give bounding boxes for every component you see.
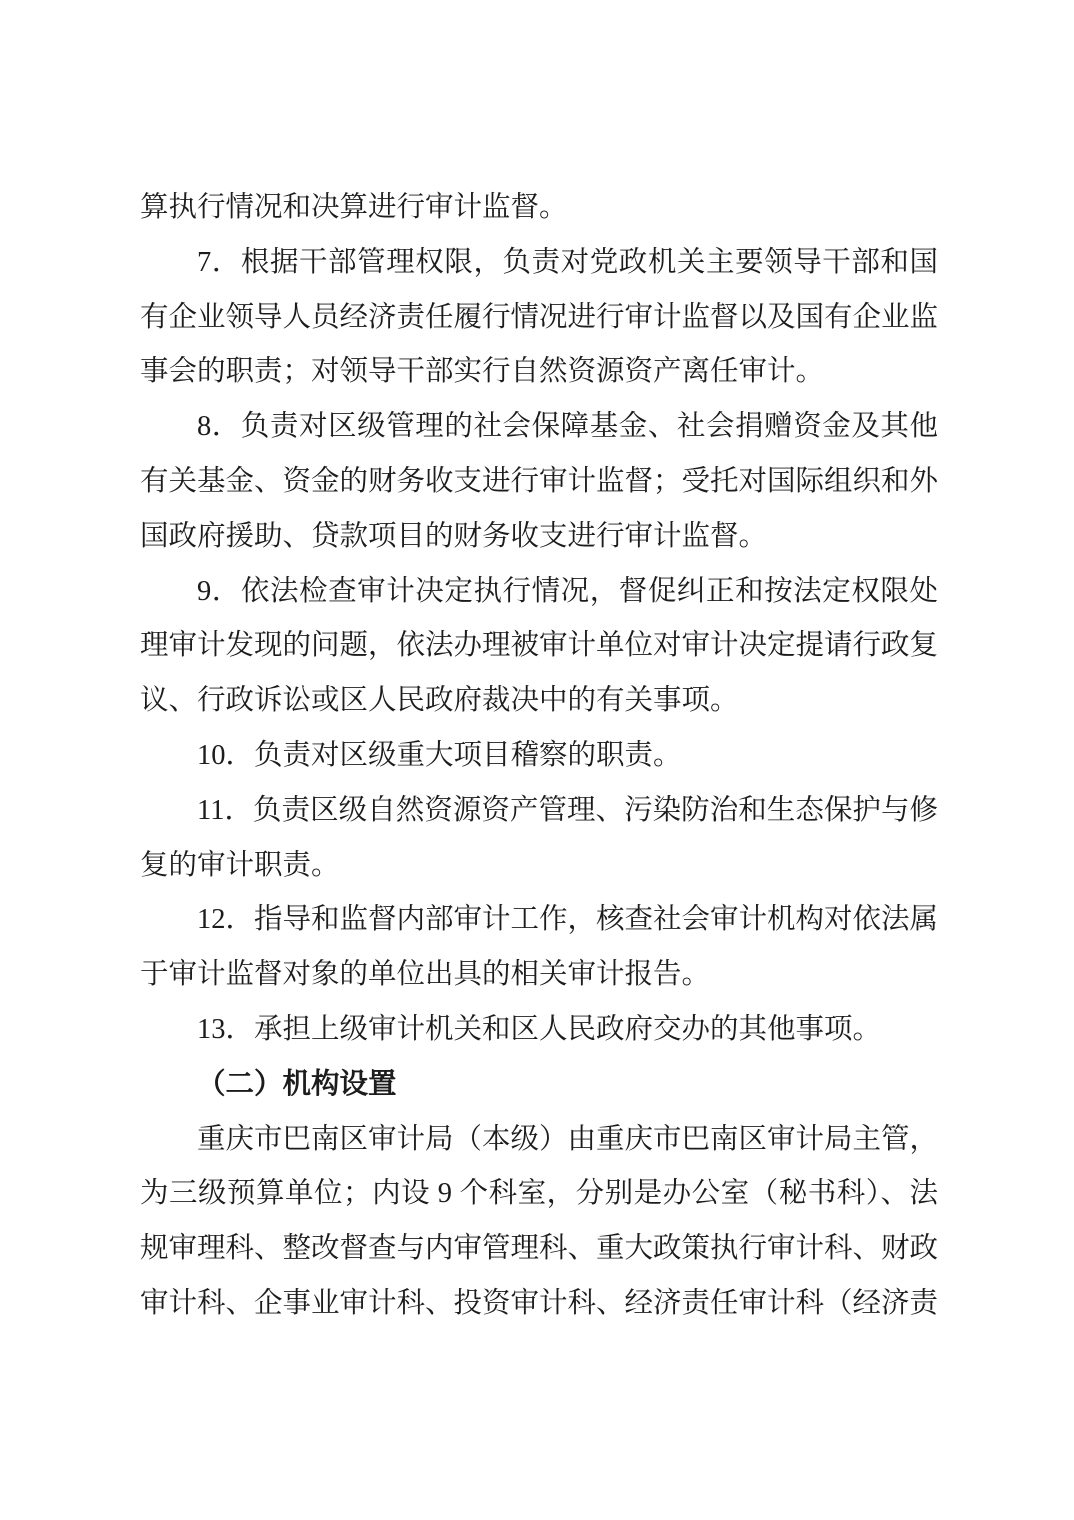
document-body (140, 181, 938, 1332)
body-paragraph: 9．依法检查审计决定执行情况，督促纠正和按法定权限处理审计发现的问题，依法办理被审计单位对审计决定提请行政复议、行政诉讼或区人民政府裁决中的有关事项。 (140, 575, 939, 717)
body-paragraph: 7．根据干部管理权限，负责对党政机关主要领导干部和国有企业领导人员经济责任履行情况进行审计监督以及国有企业监事会的职责；对领导干部实行自然资源资产离任审计。 (140, 246, 939, 388)
body-paragraph: 算执行情况和决算进行审计监督。 (140, 192, 568, 223)
body-paragraph: 10．负责对区级重大项目稽察的职责。 (197, 739, 682, 771)
body-paragraph: 11．负责区级自然资源资产管理、污染防治和生态保护与修复的审计职责。 (140, 794, 938, 881)
body-paragraph: 12．指导和监督内部审计工作，核查社会审计机构对依法属于审计监督对象的单位出具的相关审计报告。 (140, 904, 939, 991)
body-paragraph: 13．承担上级审计机关和区人民政府交办的其他事项。 (197, 1013, 882, 1045)
body-paragraph: 8．负责对区级管理的社会保障基金、社会捐赠资金及其他有关基金、资金的财务收支进行审计监督；受托对国际组织和外国政府援助、贷款项目的财务收支进行审计监督。 (140, 411, 939, 552)
section-heading: （二）机构设置 (197, 1068, 397, 1100)
body-paragraph: 重庆市巴南区审计局（本级）由重庆市巴南区审计局主管，为三级预算单位；内设 9 个科室，分别是办公室（秘书科）、法规审理科、整改督查与内审管理科、重大政策执行审计科、财政审计科、企事业审计科、投资审计科、经济责任审计科（经济责 (140, 1123, 939, 1319)
